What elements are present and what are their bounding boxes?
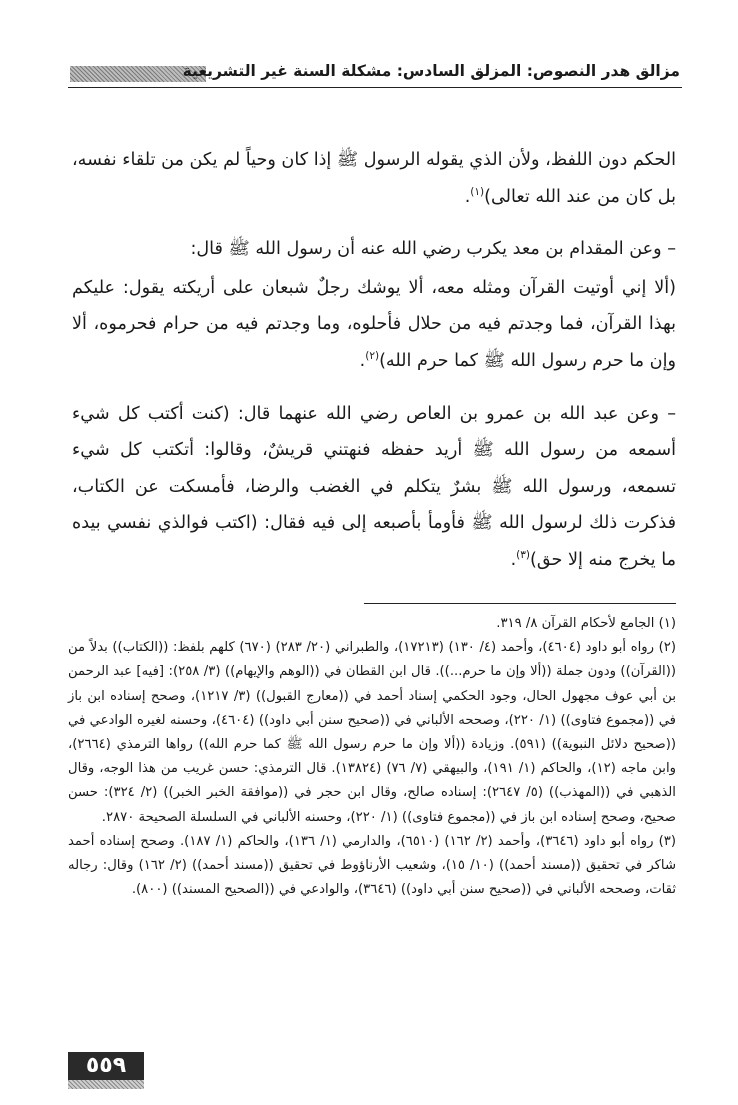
footnote-divider — [364, 603, 676, 604]
page-number-decoration — [68, 1080, 144, 1089]
footnote-ref-1[interactable]: (١) — [470, 185, 485, 198]
footnotes — [68, 612, 676, 902]
page-number: ٥٥٩ — [68, 1052, 144, 1080]
paragraph-1-text: الحكم دون اللفظ، ولأن الذي يقوله الرسول ﷺ إذا كان وحياً لم يكن من تلقاء نفسه، بل كان من عند الله تعالى) — [72, 150, 676, 207]
paragraph-3-text: (ألا إني أوتيت القرآن ومثله معه، ألا يوشك رجلٌ شبعان على أريكته يقول: عليكم بهذا القرآن، فما وجدتم فيه من حلال فأحلوه، وما وجدتم فيه من حرام فحرموه، ألا وإن ما حرم رسول الله ﷺ كما حرم الله) — [72, 277, 676, 371]
header-divider — [68, 87, 682, 88]
paragraph-2: – وعن المقدام بن معد يكرب رضي الله عنه أن رسول الله ﷺ قال: — [190, 239, 676, 260]
paragraph-1 — [72, 142, 676, 215]
footnote-1: (١) الجامع لأحكام القرآن ٨/ ٣١٩. — [496, 616, 676, 631]
paragraph-4-text: – وعن عبد الله بن عمرو بن العاص رضي الله عنهما قال: (كنت أكتب كل شيء أسمعه من رسول الله ﷺ أريد حفظه فنهتني قريشٌ، وقالوا: أتكتب كل شيء تسمعه، ورسول الله ﷺ بشرٌ يتكلم في الغضب والرضا، فأمسكت عن الكتاب، فذكرت ذلك لرسول الله ﷺ فأومأ بأصبعه إلى فيه فقال: (اكتب فوالذي نفسي بيده ما يخرج منه إلا حق) — [72, 403, 676, 570]
footnote-3: (٣) رواه أبو داود (٣٦٤٦)، وأحمد (٢/ ١٦٢) (٦٥١٠)، والدارمي (١/ ١٣٦)، والحاكم (١/ ١٨٧). وصحح إسناده أحمد شاكر في تحقيق ((مسند أحمد)) (١٠/ ١٥)، وشعيب الأرناؤوط في تحقيق ((مسند أحمد)) (٢/ ١٦٢) وقال: رجاله ثقات، وصححه الألباني في ((صحيح سنن أبي داود)) (٣٦٤٦)، والوادعي في ((الصحيح المسند)) (٨٠٠). — [68, 833, 677, 898]
footnote-ref-2[interactable]: (٢) — [365, 350, 380, 363]
paragraph-4 — [72, 396, 676, 579]
paragraph-4-end: . — [510, 549, 517, 570]
running-header-title: مزالق هدر النصوص: المزلق السادس: مشكلة السنة غير التشريعية — [182, 62, 680, 80]
main-text — [72, 142, 676, 595]
footnote-ref-3[interactable]: (٣) — [516, 549, 531, 562]
paragraph-3-end: . — [359, 350, 366, 371]
paragraph-3 — [72, 270, 676, 380]
paragraph-1-end: . — [464, 186, 471, 207]
footnote-2: (٢) رواه أبو داود (٤٦٠٤)، وأحمد (٤/ ١٣٠) (١٧٢١٣)، والطبراني (٢٠/ ٢٨٣) (٦٧٠) كلهم بلفظ: ((الكتاب)) بدلاً من ((القرآن)) ودون جملة ((ألا وإن ما حرم...)). قال ابن القطان في ((الوهم والإيهام)) (٣/ ٢٥٨): [فيه] عبد الرحمن بن أبي عوف مجهول الحال، وجود الحكمي إسناد أحمد في ((معارج القبول)) (٣/ ١٢١٧)، وصحح إسناده ابن باز في ((مجموع فتاوى)) (١/ ٢٢٠)، وصححه الألباني في ((صحيح سنن أبي داود)) (٤٦٠٤)، وحسنه لغيره الوادعي في ((صحيح دلائل النبوية)) (٥٩١). وزيادة ((ألا وإن ما حرم رسول الله ﷺ كما حرم الله)) رواها الترمذي (٢٦٦٤)، وابن ماجه (١٢)، والحاكم (١/ ١٩١)، والبيهقي (٧/ ٧٦) (١٣٨٢٤). قال الترمذي: حسن غريب من هذا الوجه، وقال الذهبي في ((المهذب)) (٥/ ٢٦٤٧): إسناده صالح، وقال ابن حجر في ((موافقة الخبر الخبر)) (٢/ ٣٢٤): حسن صحيح، وصحح إسناده ابن باز في ((مجموع فتاوى)) (١/ ٢٢٠)، وحسنه الألباني في السلسلة الصحيحة ٢٨٧٠. — [68, 640, 676, 825]
